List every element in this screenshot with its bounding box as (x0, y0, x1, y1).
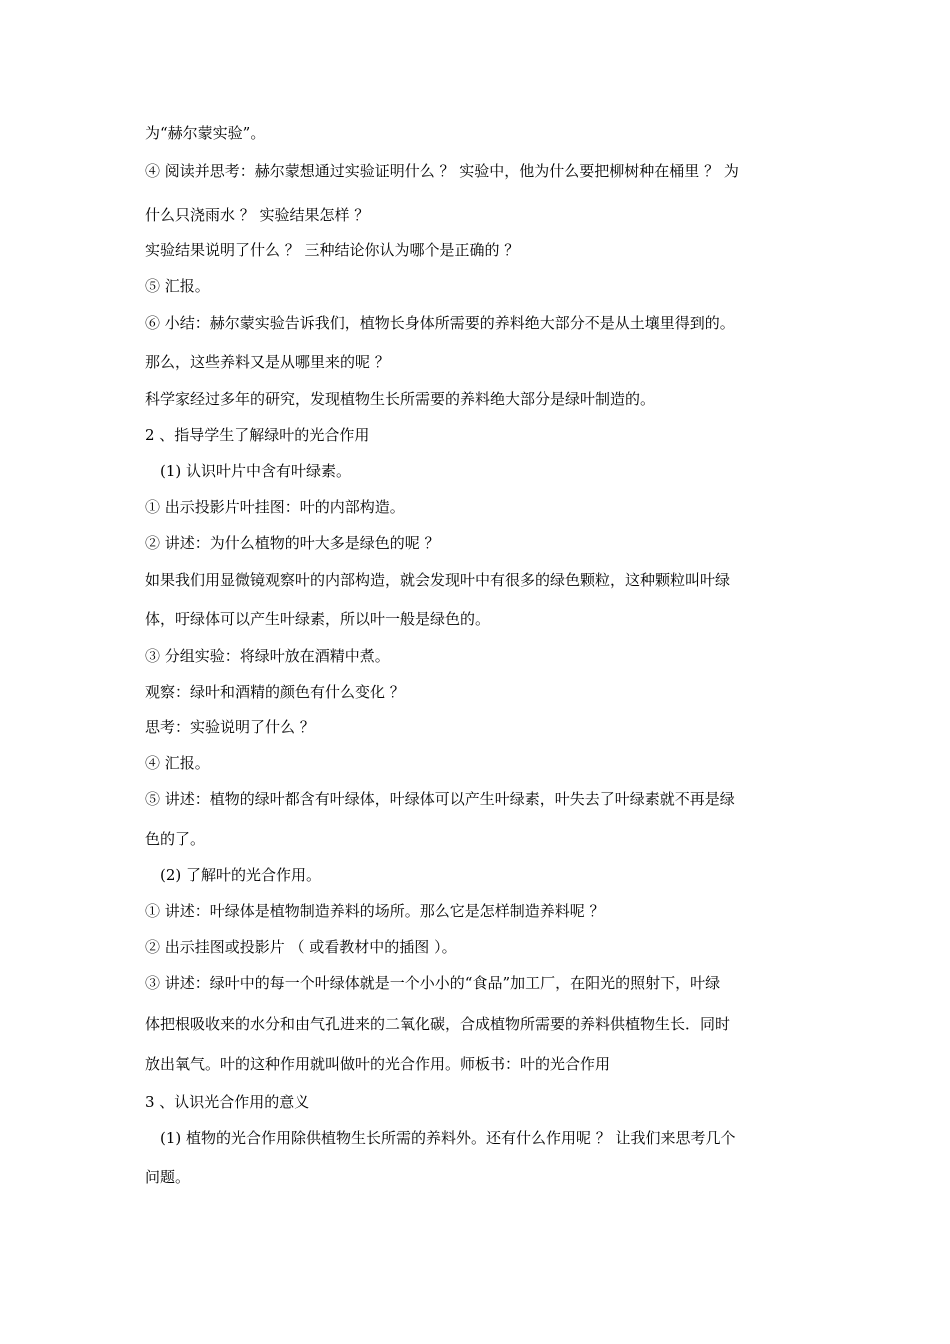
text-line: 什么只浇雨水 ？ 实验结果怎样 ？ (145, 206, 370, 224)
subsection-heading: (1) 认识叶片中含有叶绿素。 (160, 462, 352, 480)
text-line: ③ 分组实验：将绿叶放在酒精中煮。 (145, 647, 390, 665)
text-line: ① 出示投影片叶挂图：叶的内部构造。 (145, 498, 405, 516)
text-line: 体把根吸收来的水分和由气孔进来的二氧化碳，合成植物所需要的养料供植物生长．同时 (145, 1015, 731, 1033)
text-line: ⑥ 小结：赫尔蒙实验告诉我们，植物长身体所需要的养料绝大部分不是从土壤里得到的。 (145, 314, 735, 332)
text-line: ② 出示挂图或投影片 （ 或看教材中的插图 ）。 (145, 938, 457, 956)
text-line: 科学家经过多年的研究，发现植物生长所需要的养料绝大部分是绿叶制造的。 (145, 390, 656, 408)
text-line: 如果我们用显微镜观察叶的内部构造，就会发现叶中有很多的绿色颗粒，这种颗粒叫叶绿 (145, 571, 731, 589)
text-line: 色的了。 (145, 830, 206, 848)
subsection-heading: (2) 了解叶的光合作用。 (160, 866, 322, 884)
text-line: ⑤ 汇报。 (145, 277, 210, 295)
text-line: 为“赫尔蒙实验”。 (145, 124, 266, 142)
text-line: 体，吁绿体可以产生叶绿素，所以叶一般是绿色的。 (145, 610, 491, 628)
text-line: ② 讲述：为什么植物的叶大多是绿色的呢 ？ (145, 534, 440, 552)
section-heading: 3 、认识光合作用的意义 (145, 1093, 310, 1111)
text-line: 放出氧气。叶的这种作用就叫做叶的光合作用。师板书：叶的光合作用 (145, 1055, 611, 1073)
text-line: 问题。 (145, 1168, 191, 1186)
text-line: ① 讲述：叶绿体是植物制造养料的场所。那么它是怎样制造养料呢 ？ (145, 902, 605, 920)
text-line: ④ 阅读并思考：赫尔蒙想通过实验证明什么 ？ 实验中，他为什么要把柳树种在桶里 ？ 为 (145, 162, 739, 180)
text-line: 思考：实验说明了什么 ？ (145, 718, 315, 736)
text-line: 实验结果说明了什么 ？ 三种结论你认为哪个是正确的 ？ (145, 241, 520, 259)
text-line: ③ 讲述：绿叶中的每一个叶绿体就是一个小小的“食品”加工厂，在阳光的照射下，叶绿 (145, 974, 721, 992)
text-line: ⑤ 讲述：植物的绿叶都含有叶绿体，叶绿体可以产生叶绿素，叶失去了叶绿素就不再是绿 (145, 790, 735, 808)
subsection-heading: (1) 植物的光合作用除供植物生长所需的养料外。还有什么作用呢 ？ 让我们来思考几个 (160, 1129, 736, 1147)
text-line: 观察：绿叶和酒精的颜色有什么变化 ？ (145, 683, 405, 701)
text-line: 那么，这些养料又是从哪里来的呢 ？ (145, 353, 390, 371)
text-line: ④ 汇报。 (145, 754, 210, 772)
section-heading: 2 、指导学生了解绿叶的光合作用 (145, 426, 370, 444)
